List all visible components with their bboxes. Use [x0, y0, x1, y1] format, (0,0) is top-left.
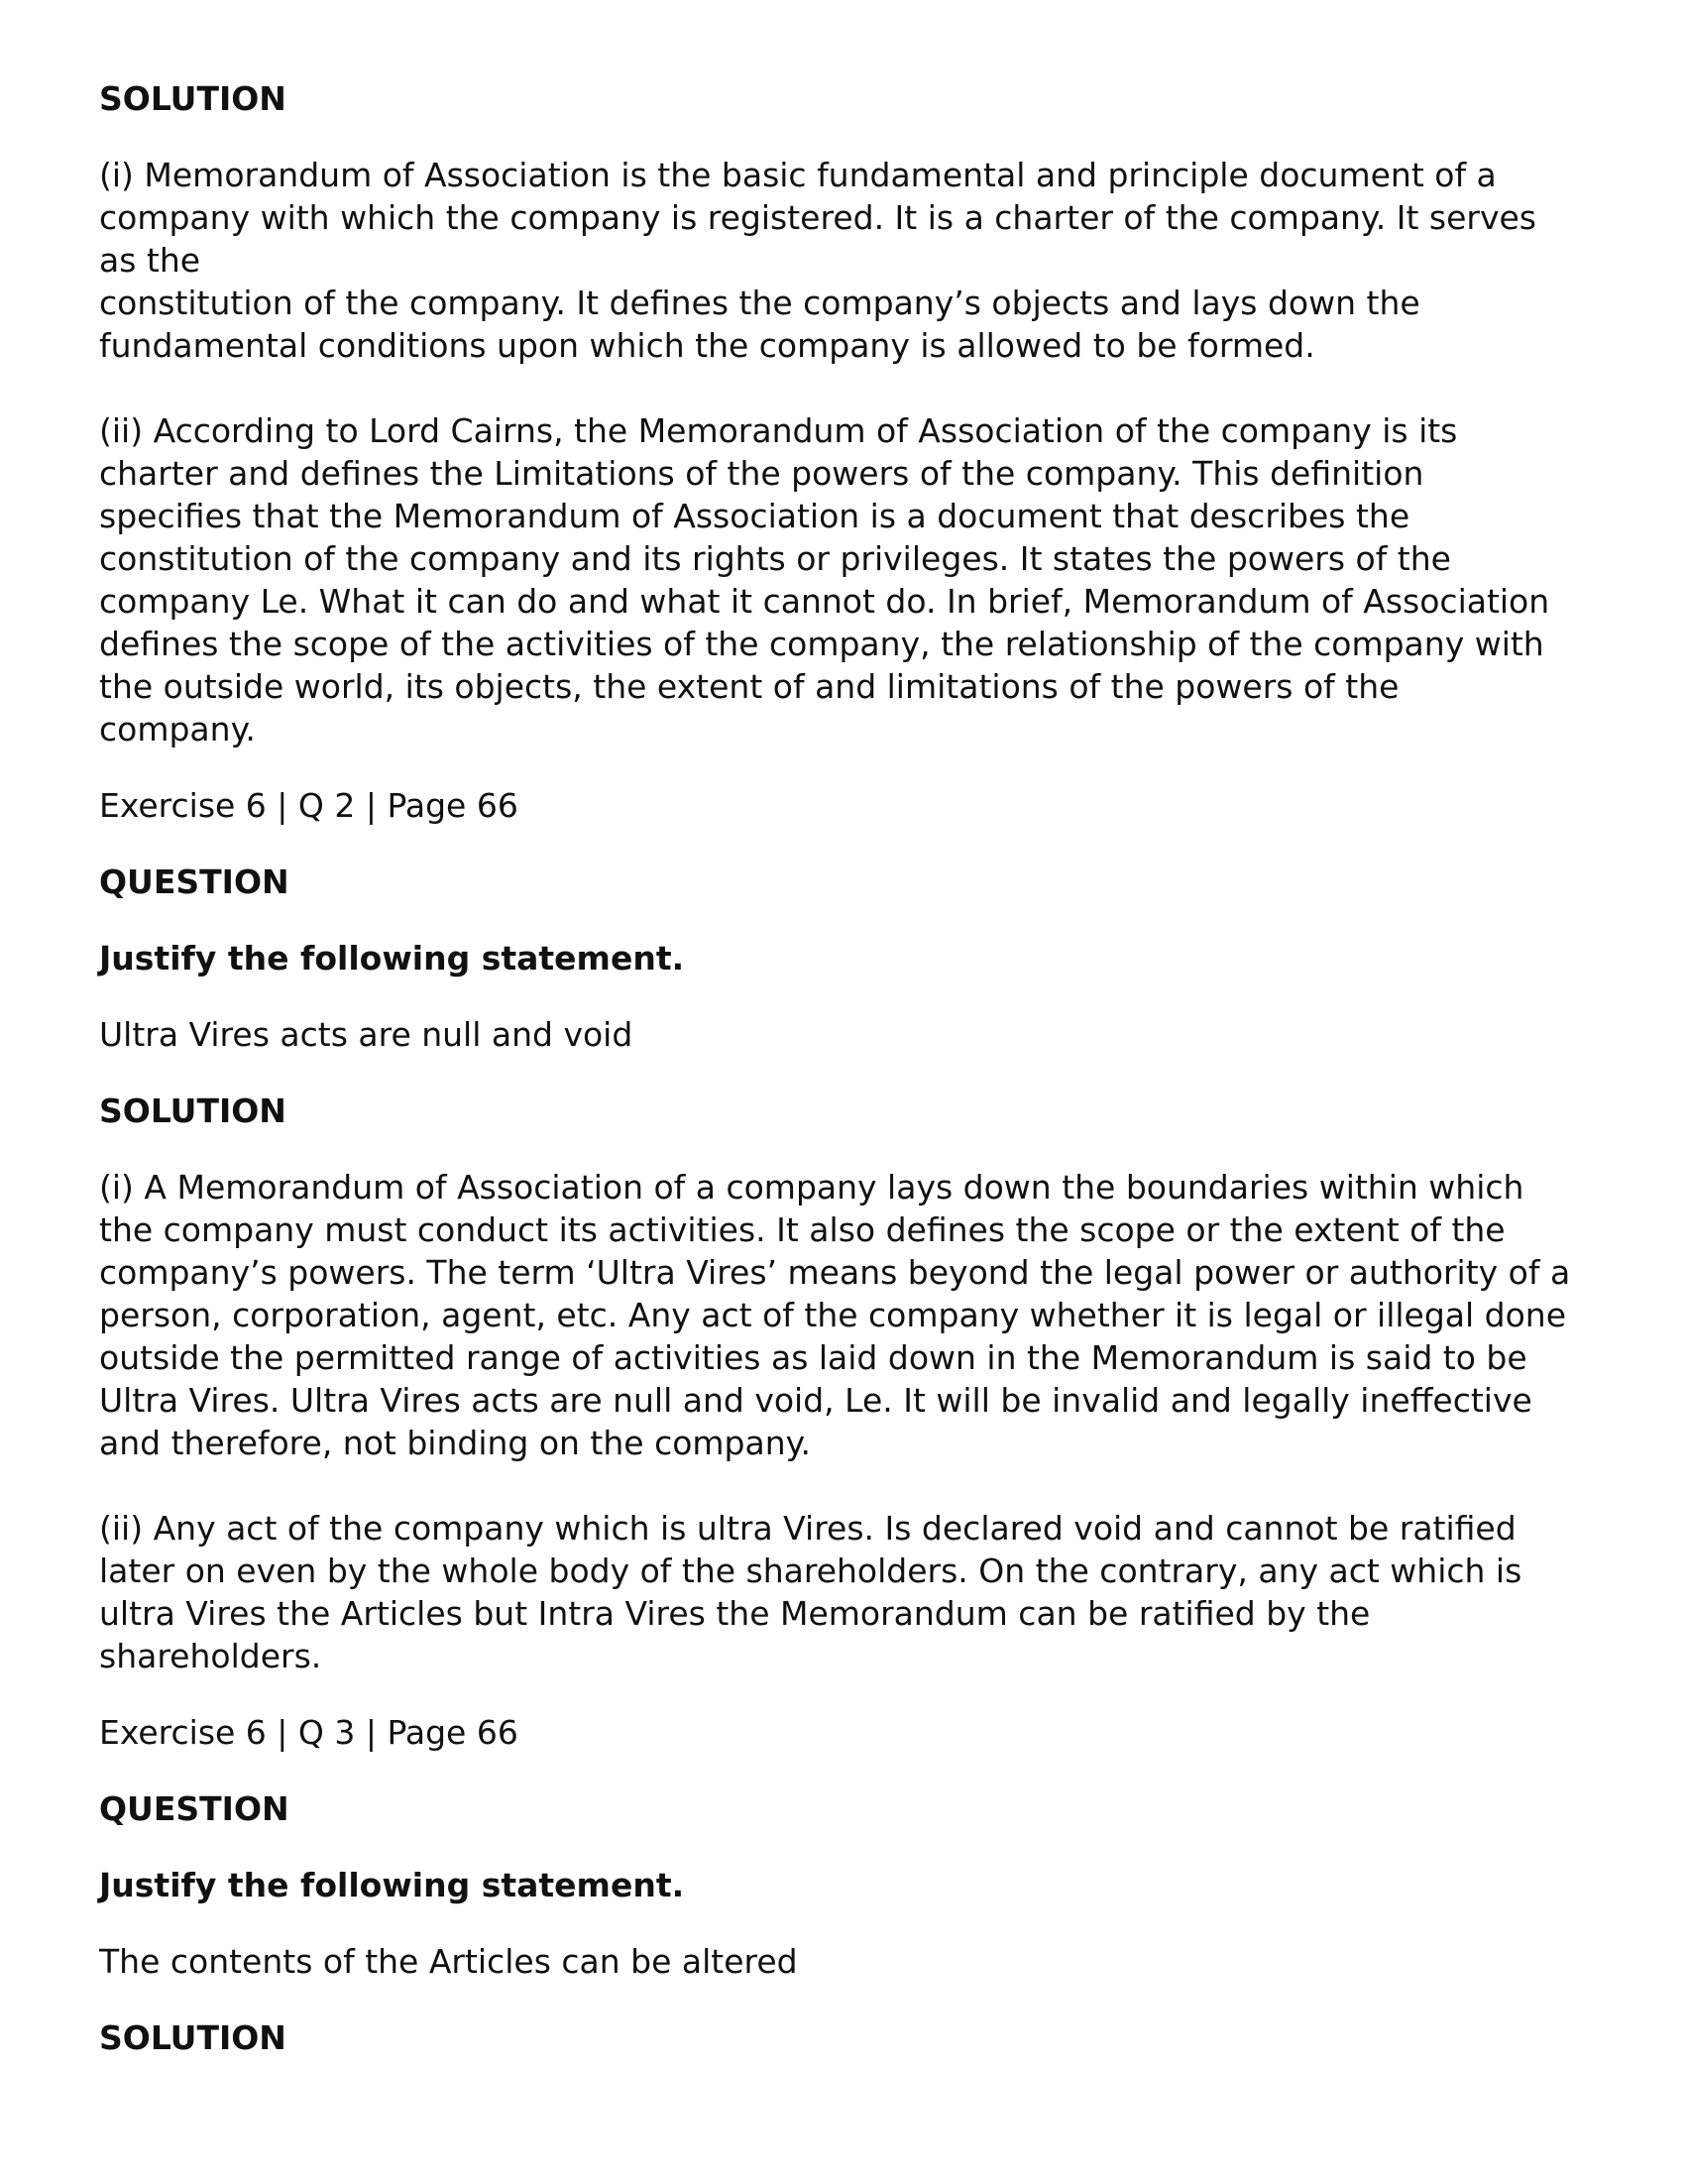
section-heading	[99, 1787, 1645, 1830]
text-line: person, corporation, agent, etc. Any act of the company whether it is legal or illegal done	[99, 1296, 1567, 1334]
paragraph	[99, 1711, 1645, 1754]
section-heading	[99, 77, 1645, 120]
text-line: Exercise 6 | Q 2 | Page 66	[99, 786, 518, 825]
text-line: defines the scope of the activities of the company, the relationship of the company with	[99, 625, 1544, 663]
text-line: constitution of the company and its rights or privileges. It states the powers of the	[99, 539, 1451, 578]
text-line: the company must conduct its activities. It also defines the scope or the extent of the	[99, 1210, 1506, 1249]
text-line: company Le. What it can do and what it cannot do. In brief, Memorandum of Association	[99, 582, 1550, 621]
text-line: charter and defines the Limitations of the powers of the company. This definition	[99, 454, 1424, 493]
paragraph	[99, 1507, 1645, 1677]
text-line: the outside world, its objects, the extent of and limitations of the powers of the	[99, 667, 1400, 706]
text-line: Justify the following statement.	[99, 939, 685, 977]
section-heading	[99, 1090, 1645, 1132]
text-line: as the	[99, 241, 201, 280]
text-line: (i) A Memorandum of Association of a company lays down the boundaries within which	[99, 1168, 1524, 1207]
text-line: QUESTION	[99, 1789, 289, 1828]
paragraph	[99, 784, 1645, 827]
text-line: company’s powers. The term ‘Ultra Vires’ means beyond the legal power or authority of a	[99, 1253, 1571, 1292]
text-line: company.	[99, 710, 256, 748]
text-line: ultra Vires the Articles but Intra Vires the Memorandum can be ratified by the	[99, 1594, 1371, 1633]
section-heading	[99, 937, 1645, 979]
paragraph	[99, 1940, 1645, 1983]
text-line: The contents of the Articles can be altered	[99, 1942, 798, 1981]
paragraph	[99, 154, 1645, 367]
paragraph	[99, 409, 1645, 750]
text-line: (i) Memorandum of Association is the basic fundamental and principle document of a	[99, 156, 1497, 194]
section-heading	[99, 861, 1645, 903]
text-line: (ii) Any act of the company which is ultra Vires. Is declared void and cannot be ratified	[99, 1509, 1517, 1548]
text-line: fundamental conditions upon which the company is allowed to be formed.	[99, 326, 1315, 365]
text-line: Exercise 6 | Q 3 | Page 66	[99, 1713, 518, 1752]
text-line: outside the permitted range of activities as laid down in the Memorandum is said to be	[99, 1338, 1527, 1377]
text-line: specifies that the Memorandum of Association is a document that describes the	[99, 497, 1410, 535]
text-line: SOLUTION	[99, 2018, 286, 2057]
text-line: (ii) According to Lord Cairns, the Memorandum of Association of the company is its	[99, 411, 1458, 450]
section-heading	[99, 2016, 1645, 2059]
text-line: Ultra Vires acts are null and void	[99, 1015, 633, 1054]
text-line: shareholders.	[99, 1637, 322, 1675]
text-line: SOLUTION	[99, 1092, 286, 1130]
text-line: constitution of the company. It defines the company’s objects and lays down the	[99, 284, 1420, 322]
text-line: and therefore, not binding on the company.	[99, 1424, 811, 1462]
section-heading	[99, 1864, 1645, 1906]
text-line: later on even by the whole body of the shareholders. On the contrary, any act which is	[99, 1552, 1522, 1590]
paragraph	[99, 1013, 1645, 1056]
document-page	[99, 77, 1645, 2093]
text-line: Justify the following statement.	[99, 1866, 685, 1904]
text-line: company with which the company is registered. It is a charter of the company. It serves	[99, 198, 1536, 237]
text-line: QUESTION	[99, 862, 289, 901]
text-line: SOLUTION	[99, 79, 286, 118]
text-line: Ultra Vires. Ultra Vires acts are null and void, Le. It will be invalid and legally ineffective	[99, 1381, 1532, 1420]
paragraph	[99, 1166, 1645, 1464]
